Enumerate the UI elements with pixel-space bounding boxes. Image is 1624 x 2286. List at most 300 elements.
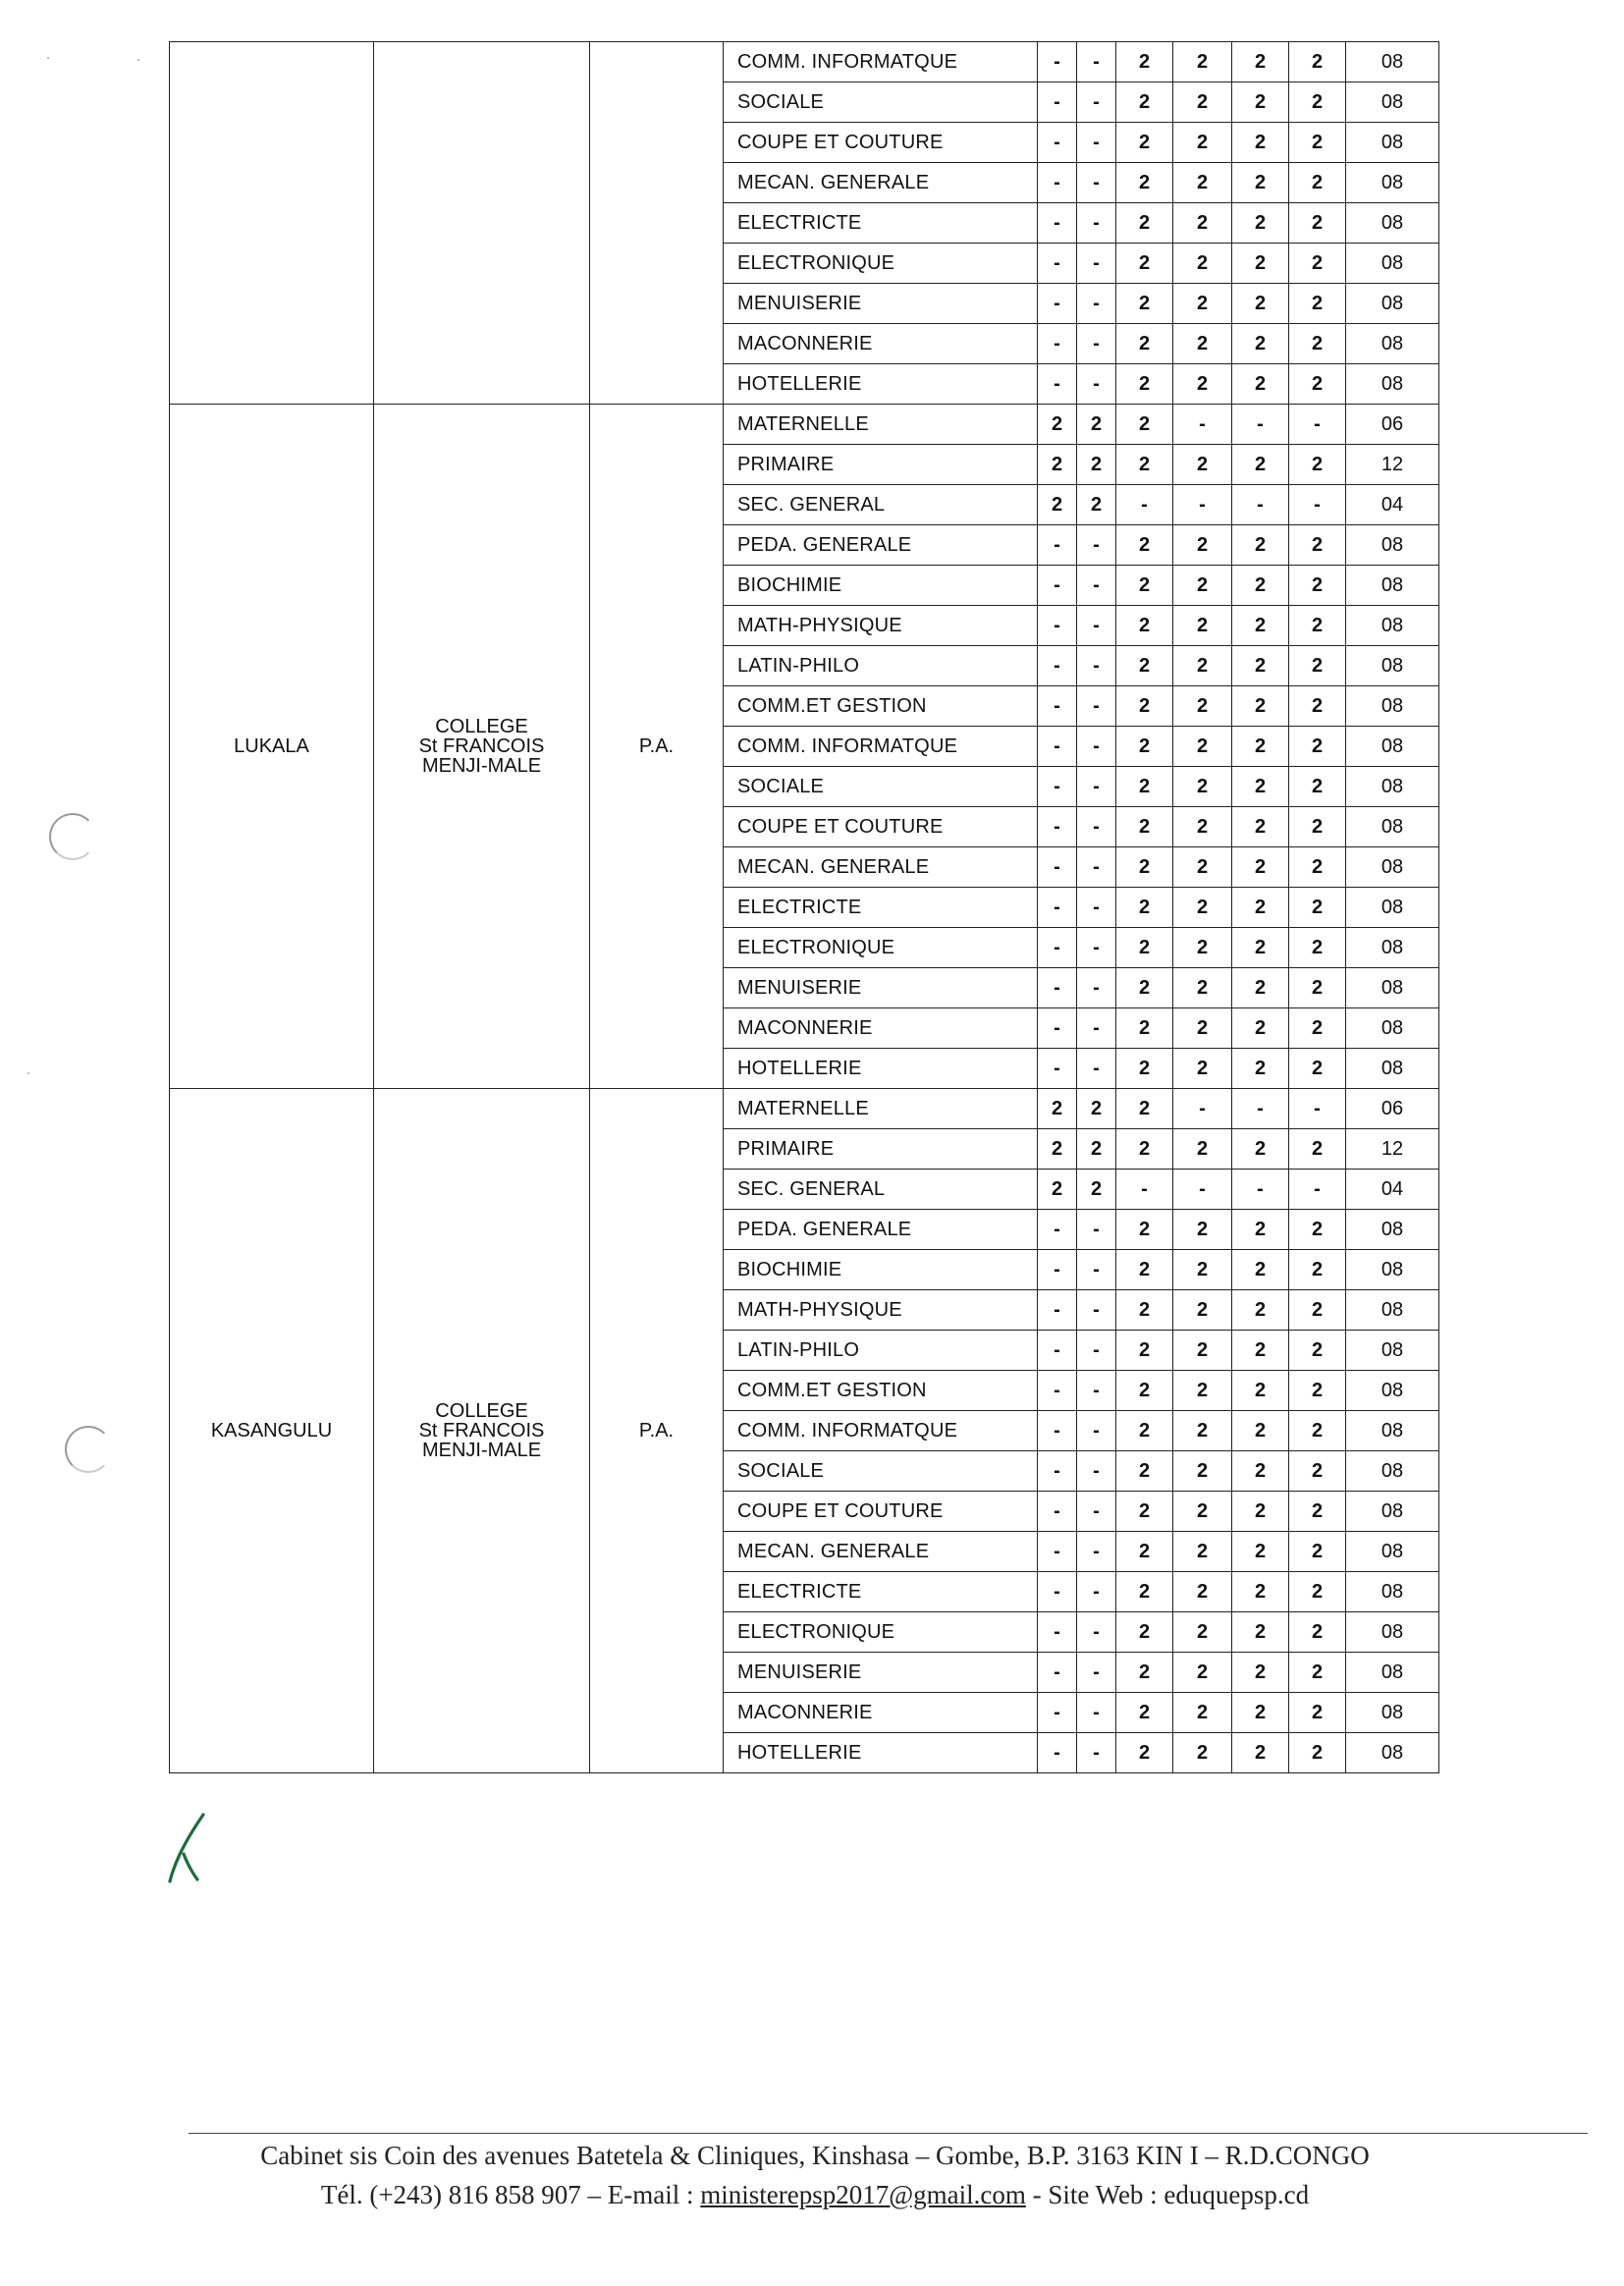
grade-count-cell: 2 xyxy=(1289,1371,1346,1411)
grade-count-cell: 2 xyxy=(1077,1170,1116,1210)
grade-count-cell: 2 xyxy=(1289,566,1346,606)
grade-count-cell: - xyxy=(1077,42,1116,82)
grade-count-cell: 2 xyxy=(1232,445,1289,485)
grade-count-cell: 2 xyxy=(1289,1331,1346,1371)
grade-count-cell: - xyxy=(1173,1170,1232,1210)
grade-count-cell: 2 xyxy=(1289,1210,1346,1250)
grade-count-cell: 2 xyxy=(1289,807,1346,847)
grade-count-cell: 2 xyxy=(1173,1331,1232,1371)
subject-cell: PEDA. GENERALE xyxy=(724,525,1038,566)
grade-count-cell: 2 xyxy=(1232,525,1289,566)
grade-count-cell: 2 xyxy=(1173,1371,1232,1411)
grade-count-cell: - xyxy=(1077,1371,1116,1411)
grade-count-cell: - xyxy=(1077,606,1116,646)
grade-count-cell: - xyxy=(1038,163,1077,203)
grade-count-cell: 2 xyxy=(1038,485,1077,525)
grade-count-cell: 2 xyxy=(1232,566,1289,606)
grade-count-cell: - xyxy=(1038,1733,1077,1773)
subject-cell: MATH-PHYSIQUE xyxy=(724,1290,1038,1331)
grade-count-cell: 2 xyxy=(1289,1733,1346,1773)
total-cell: 08 xyxy=(1346,1411,1439,1451)
grade-count-cell: 2 xyxy=(1289,606,1346,646)
grade-count-cell: - xyxy=(1038,606,1077,646)
grade-count-cell: 2 xyxy=(1232,646,1289,686)
grade-count-cell: 2 xyxy=(1116,284,1173,324)
grade-count-cell: - xyxy=(1038,1049,1077,1089)
table-body xyxy=(170,42,1439,1773)
grade-count-cell: 2 xyxy=(1116,1653,1173,1693)
grade-count-cell: 2 xyxy=(1116,928,1173,968)
subject-cell: MECAN. GENERALE xyxy=(724,847,1038,888)
grade-count-cell: 2 xyxy=(1289,1612,1346,1653)
subject-cell: MACONNERIE xyxy=(724,324,1038,364)
grade-count-cell: - xyxy=(1077,324,1116,364)
grade-count-cell: 2 xyxy=(1116,1210,1173,1250)
grade-count-cell: - xyxy=(1077,525,1116,566)
grade-count-cell: - xyxy=(1077,686,1116,727)
grade-count-cell: 2 xyxy=(1232,1572,1289,1612)
total-cell: 08 xyxy=(1346,1371,1439,1411)
grade-count-cell: 2 xyxy=(1232,1733,1289,1773)
subject-cell: PRIMAIRE xyxy=(724,445,1038,485)
subject-cell: MACONNERIE xyxy=(724,1693,1038,1733)
grade-count-cell: - xyxy=(1038,847,1077,888)
grade-count-cell: 2 xyxy=(1173,1612,1232,1653)
total-cell: 08 xyxy=(1346,203,1439,244)
total-cell: 08 xyxy=(1346,566,1439,606)
grade-count-cell: 2 xyxy=(1173,1532,1232,1572)
subject-cell: COMM.ET GESTION xyxy=(724,1371,1038,1411)
subject-cell: SEC. GENERAL xyxy=(724,485,1038,525)
grade-count-cell: 2 xyxy=(1289,1049,1346,1089)
grade-count-cell: 2 xyxy=(1232,203,1289,244)
grade-count-cell: - xyxy=(1038,1411,1077,1451)
grade-count-cell: - xyxy=(1077,1612,1116,1653)
grade-count-cell: - xyxy=(1077,847,1116,888)
total-cell: 08 xyxy=(1346,1331,1439,1371)
subject-cell: MENUISERIE xyxy=(724,968,1038,1008)
school-name-line: MENJI-MALE xyxy=(421,1440,542,1461)
subject-cell: COMM. INFORMATQUE xyxy=(724,727,1038,767)
grade-count-cell: 2 xyxy=(1232,928,1289,968)
grade-count-cell: 2 xyxy=(1173,163,1232,203)
grade-count-cell: - xyxy=(1077,364,1116,405)
subject-cell: PRIMAIRE xyxy=(724,1129,1038,1170)
grade-count-cell: 2 xyxy=(1289,727,1346,767)
grade-count-cell: 2 xyxy=(1116,1089,1173,1129)
grade-count-cell: - xyxy=(1116,485,1173,525)
school-name-line: COLLEGE xyxy=(435,716,528,737)
grade-count-cell: 2 xyxy=(1173,968,1232,1008)
grade-count-cell: - xyxy=(1038,364,1077,405)
grade-count-cell: - xyxy=(1038,1331,1077,1371)
grade-count-cell: - xyxy=(1038,646,1077,686)
grade-count-cell: 2 xyxy=(1232,888,1289,928)
regime-cell: P.A. xyxy=(590,405,724,1089)
grade-count-cell: 2 xyxy=(1173,364,1232,405)
grade-count-cell: 2 xyxy=(1232,686,1289,727)
location-cell: KASANGULU xyxy=(170,1089,374,1773)
school-name-line: MENJI-MALE xyxy=(421,755,542,777)
grade-count-cell: 2 xyxy=(1116,727,1173,767)
punch-hole xyxy=(65,1426,112,1473)
grade-count-cell: - xyxy=(1232,405,1289,445)
grade-count-cell: 2 xyxy=(1077,405,1116,445)
total-cell: 08 xyxy=(1346,767,1439,807)
grade-count-cell: 2 xyxy=(1289,445,1346,485)
total-cell: 08 xyxy=(1346,807,1439,847)
grade-count-cell: 2 xyxy=(1289,888,1346,928)
grade-count-cell: 2 xyxy=(1038,1170,1077,1210)
grade-count-cell: 2 xyxy=(1232,1653,1289,1693)
grade-count-cell: 2 xyxy=(1289,82,1346,123)
total-cell: 08 xyxy=(1346,525,1439,566)
grade-count-cell: - xyxy=(1038,807,1077,847)
grade-count-cell: - xyxy=(1038,1451,1077,1492)
grade-count-cell: 2 xyxy=(1232,163,1289,203)
grade-count-cell: 2 xyxy=(1077,445,1116,485)
grade-count-cell: 2 xyxy=(1116,606,1173,646)
grade-count-cell: - xyxy=(1289,405,1346,445)
grade-count-cell: - xyxy=(1077,1532,1116,1572)
grade-count-cell: - xyxy=(1232,485,1289,525)
subject-cell: PEDA. GENERALE xyxy=(724,1210,1038,1250)
grade-count-cell: 2 xyxy=(1289,324,1346,364)
school-name-line: St FRANCOIS xyxy=(418,1420,545,1442)
grade-count-cell: - xyxy=(1077,888,1116,928)
subject-cell: MECAN. GENERALE xyxy=(724,163,1038,203)
subject-cell: MENUISERIE xyxy=(724,284,1038,324)
grade-count-cell: 2 xyxy=(1232,767,1289,807)
grade-count-cell: 2 xyxy=(1232,1411,1289,1451)
total-cell: 08 xyxy=(1346,1049,1439,1089)
grade-count-cell: 2 xyxy=(1289,284,1346,324)
scan-speck xyxy=(137,59,139,61)
grade-count-cell: - xyxy=(1173,1089,1232,1129)
subject-cell: LATIN-PHILO xyxy=(724,646,1038,686)
grade-count-cell: 2 xyxy=(1116,1693,1173,1733)
grade-count-cell: 2 xyxy=(1116,968,1173,1008)
grade-count-cell: - xyxy=(1038,968,1077,1008)
grade-count-cell: 2 xyxy=(1289,646,1346,686)
grade-count-cell: 2 xyxy=(1173,1733,1232,1773)
scan-speck xyxy=(27,1072,29,1074)
grade-count-cell: 2 xyxy=(1232,324,1289,364)
subject-cell: ELECTRONIQUE xyxy=(724,1612,1038,1653)
school-cell xyxy=(374,42,590,405)
grade-count-cell: 2 xyxy=(1173,566,1232,606)
subject-cell: HOTELLERIE xyxy=(724,364,1038,405)
total-cell: 08 xyxy=(1346,1612,1439,1653)
total-cell: 08 xyxy=(1346,646,1439,686)
grade-count-cell: 2 xyxy=(1116,405,1173,445)
grade-count-cell: - xyxy=(1077,123,1116,163)
grade-count-cell: 2 xyxy=(1232,606,1289,646)
grade-count-cell: - xyxy=(1038,525,1077,566)
subject-cell: MACONNERIE xyxy=(724,1008,1038,1049)
grade-count-cell: - xyxy=(1038,1008,1077,1049)
total-cell: 08 xyxy=(1346,1250,1439,1290)
grade-count-cell: 2 xyxy=(1038,405,1077,445)
grade-count-cell: 2 xyxy=(1038,1129,1077,1170)
grade-count-cell: 2 xyxy=(1173,727,1232,767)
grade-count-cell: 2 xyxy=(1232,1290,1289,1331)
grade-count-cell: 2 xyxy=(1173,606,1232,646)
grade-count-cell: 2 xyxy=(1116,1612,1173,1653)
subject-cell: COUPE ET COUTURE xyxy=(724,1492,1038,1532)
grade-count-cell: - xyxy=(1077,1049,1116,1089)
grade-count-cell: 2 xyxy=(1116,807,1173,847)
grade-count-cell: 2 xyxy=(1173,1049,1232,1089)
table-row xyxy=(170,42,1439,82)
grade-count-cell: - xyxy=(1038,123,1077,163)
grade-count-cell: 2 xyxy=(1077,1129,1116,1170)
grade-count-cell: - xyxy=(1038,42,1077,82)
staffing-table xyxy=(169,41,1439,1773)
grade-count-cell: 2 xyxy=(1289,123,1346,163)
total-cell: 08 xyxy=(1346,1290,1439,1331)
scan-speck xyxy=(47,57,49,59)
grade-count-cell: 2 xyxy=(1173,445,1232,485)
grade-count-cell: 2 xyxy=(1232,1371,1289,1411)
grade-count-cell: - xyxy=(1077,1290,1116,1331)
grade-count-cell: - xyxy=(1038,1612,1077,1653)
grade-count-cell: 2 xyxy=(1232,807,1289,847)
grade-count-cell: - xyxy=(1038,727,1077,767)
grade-count-cell: - xyxy=(1077,767,1116,807)
subject-cell: COUPE ET COUTURE xyxy=(724,123,1038,163)
total-cell: 08 xyxy=(1346,727,1439,767)
grade-count-cell: 2 xyxy=(1116,163,1173,203)
grade-count-cell: - xyxy=(1038,1492,1077,1532)
grade-count-cell: - xyxy=(1077,646,1116,686)
grade-count-cell: 2 xyxy=(1116,888,1173,928)
total-cell: 08 xyxy=(1346,686,1439,727)
grade-count-cell: 2 xyxy=(1232,1250,1289,1290)
grade-count-cell: 2 xyxy=(1289,847,1346,888)
grade-count-cell: 2 xyxy=(1116,1492,1173,1532)
grade-count-cell: 2 xyxy=(1232,1210,1289,1250)
grade-count-cell: 2 xyxy=(1116,364,1173,405)
grade-count-cell: 2 xyxy=(1289,1532,1346,1572)
total-cell: 04 xyxy=(1346,1170,1439,1210)
grade-count-cell: 2 xyxy=(1116,566,1173,606)
grade-count-cell: 2 xyxy=(1289,1008,1346,1049)
grade-count-cell: 2 xyxy=(1232,1008,1289,1049)
grade-count-cell: 2 xyxy=(1289,1411,1346,1451)
grade-count-cell: 2 xyxy=(1173,1451,1232,1492)
grade-count-cell: 2 xyxy=(1173,686,1232,727)
total-cell: 08 xyxy=(1346,42,1439,82)
grade-count-cell: - xyxy=(1289,485,1346,525)
grade-count-cell: - xyxy=(1038,566,1077,606)
grade-count-cell: 2 xyxy=(1289,1250,1346,1290)
grade-count-cell: 2 xyxy=(1173,1008,1232,1049)
regime-cell: P.A. xyxy=(590,1089,724,1773)
grade-count-cell: - xyxy=(1077,82,1116,123)
grade-count-cell: 2 xyxy=(1173,1572,1232,1612)
grade-count-cell: 2 xyxy=(1173,1411,1232,1451)
total-cell: 08 xyxy=(1346,1451,1439,1492)
total-cell: 08 xyxy=(1346,1008,1439,1049)
grade-count-cell: 2 xyxy=(1232,42,1289,82)
subject-cell: ELECTRONIQUE xyxy=(724,244,1038,284)
grade-count-cell: 2 xyxy=(1173,1129,1232,1170)
grade-count-cell: - xyxy=(1077,1572,1116,1612)
grade-count-cell: - xyxy=(1038,888,1077,928)
grade-count-cell: - xyxy=(1077,968,1116,1008)
grade-count-cell: - xyxy=(1077,1411,1116,1451)
grade-count-cell: 2 xyxy=(1116,1008,1173,1049)
total-cell: 08 xyxy=(1346,1492,1439,1532)
table-row xyxy=(170,1089,1439,1129)
grade-count-cell: - xyxy=(1077,1451,1116,1492)
location-cell xyxy=(170,42,374,405)
grade-count-cell: 2 xyxy=(1173,1492,1232,1532)
grade-count-cell: 2 xyxy=(1232,364,1289,405)
grade-count-cell: 2 xyxy=(1116,525,1173,566)
grade-count-cell: 2 xyxy=(1116,1532,1173,1572)
grade-count-cell: 2 xyxy=(1232,1693,1289,1733)
total-cell: 08 xyxy=(1346,1693,1439,1733)
grade-count-cell: 2 xyxy=(1038,1089,1077,1129)
subject-cell: MATERNELLE xyxy=(724,405,1038,445)
grade-count-cell: - xyxy=(1077,1693,1116,1733)
school-name-line: COLLEGE xyxy=(435,1400,528,1422)
grade-count-cell: 2 xyxy=(1116,1733,1173,1773)
grade-count-cell: 2 xyxy=(1289,364,1346,405)
footer-address: Cabinet sis Coin des avenues Batetela & Cliniques, Kinshasa – Gombe, B.P. 3163 KIN I – R.D.CONGO xyxy=(260,2141,1370,2170)
grade-count-cell: 2 xyxy=(1077,485,1116,525)
grade-count-cell: 2 xyxy=(1289,1492,1346,1532)
total-cell: 08 xyxy=(1346,163,1439,203)
subject-cell: COMM. INFORMATQUE xyxy=(724,1411,1038,1451)
location-cell: LUKALA xyxy=(170,405,374,1089)
grade-count-cell: 2 xyxy=(1289,1129,1346,1170)
grade-count-cell: 2 xyxy=(1116,1371,1173,1411)
grade-count-cell: 2 xyxy=(1289,1290,1346,1331)
grade-count-cell: 2 xyxy=(1116,244,1173,284)
grade-count-cell: - xyxy=(1038,284,1077,324)
footer-website: - Site Web : eduquepsp.cd xyxy=(1025,2180,1310,2209)
grade-count-cell: - xyxy=(1038,1693,1077,1733)
grade-count-cell: 2 xyxy=(1173,82,1232,123)
grade-count-cell: 2 xyxy=(1232,1492,1289,1532)
grade-count-cell: 2 xyxy=(1116,203,1173,244)
total-cell: 08 xyxy=(1346,1653,1439,1693)
grade-count-cell: 2 xyxy=(1173,123,1232,163)
grade-count-cell: 2 xyxy=(1116,1572,1173,1612)
grade-count-cell: 2 xyxy=(1232,244,1289,284)
grade-count-cell: - xyxy=(1077,1250,1116,1290)
grade-count-cell: 2 xyxy=(1232,284,1289,324)
subject-cell: ELECTRICTE xyxy=(724,888,1038,928)
school-cell xyxy=(374,1089,590,1773)
grade-count-cell: 2 xyxy=(1116,1290,1173,1331)
total-cell: 08 xyxy=(1346,82,1439,123)
grade-count-cell: 2 xyxy=(1173,1653,1232,1693)
total-cell: 08 xyxy=(1346,1210,1439,1250)
total-cell: 08 xyxy=(1346,968,1439,1008)
grade-count-cell: 2 xyxy=(1173,324,1232,364)
grade-count-cell: 2 xyxy=(1232,1129,1289,1170)
grade-count-cell: - xyxy=(1077,163,1116,203)
grade-count-cell: 2 xyxy=(1116,646,1173,686)
grade-count-cell: - xyxy=(1077,1331,1116,1371)
grade-count-cell: 2 xyxy=(1289,1451,1346,1492)
grade-count-cell: - xyxy=(1077,807,1116,847)
grade-count-cell: 2 xyxy=(1173,203,1232,244)
grade-count-cell: 2 xyxy=(1173,42,1232,82)
grade-count-cell: 2 xyxy=(1289,686,1346,727)
grade-count-cell: 2 xyxy=(1289,1572,1346,1612)
grade-count-cell: - xyxy=(1077,244,1116,284)
grade-count-cell: - xyxy=(1038,1572,1077,1612)
footer-email-link[interactable]: ministerepsp2017@gmail.com xyxy=(700,2180,1026,2209)
total-cell: 08 xyxy=(1346,888,1439,928)
subject-cell: BIOCHIMIE xyxy=(724,1250,1038,1290)
grade-count-cell: 2 xyxy=(1116,1451,1173,1492)
grade-count-cell: 2 xyxy=(1173,928,1232,968)
grade-count-cell: 2 xyxy=(1116,123,1173,163)
grade-count-cell: 2 xyxy=(1116,1331,1173,1371)
grade-count-cell: - xyxy=(1038,1653,1077,1693)
grade-count-cell: 2 xyxy=(1289,525,1346,566)
grade-count-cell: 2 xyxy=(1116,1411,1173,1451)
grade-count-cell: - xyxy=(1289,1089,1346,1129)
grade-count-cell: 2 xyxy=(1232,727,1289,767)
grade-count-cell: - xyxy=(1038,767,1077,807)
grade-count-cell: - xyxy=(1038,1210,1077,1250)
grade-count-cell: - xyxy=(1077,566,1116,606)
grade-count-cell: 2 xyxy=(1289,928,1346,968)
total-cell: 08 xyxy=(1346,284,1439,324)
grade-count-cell: - xyxy=(1077,1210,1116,1250)
grade-count-cell: 2 xyxy=(1116,324,1173,364)
subject-cell: SOCIALE xyxy=(724,82,1038,123)
grade-count-cell: 2 xyxy=(1232,968,1289,1008)
grade-count-cell: - xyxy=(1038,1371,1077,1411)
subject-cell: MATERNELLE xyxy=(724,1089,1038,1129)
subject-cell: COMM. INFORMATQUE xyxy=(724,42,1038,82)
grade-count-cell: - xyxy=(1077,1733,1116,1773)
total-cell: 08 xyxy=(1346,928,1439,968)
grade-count-cell: - xyxy=(1289,1170,1346,1210)
total-cell: 06 xyxy=(1346,405,1439,445)
grade-count-cell: - xyxy=(1173,405,1232,445)
grade-count-cell: 2 xyxy=(1116,42,1173,82)
total-cell: 08 xyxy=(1346,123,1439,163)
table-row xyxy=(170,405,1439,445)
regime-cell xyxy=(590,42,724,405)
total-cell: 08 xyxy=(1346,324,1439,364)
grade-count-cell: 2 xyxy=(1289,767,1346,807)
grade-count-cell: - xyxy=(1038,203,1077,244)
total-cell: 12 xyxy=(1346,445,1439,485)
grade-count-cell: 2 xyxy=(1173,847,1232,888)
grade-count-cell: - xyxy=(1077,203,1116,244)
total-cell: 04 xyxy=(1346,485,1439,525)
grade-count-cell: 2 xyxy=(1173,646,1232,686)
punch-hole xyxy=(49,813,96,860)
grade-count-cell: 2 xyxy=(1173,1693,1232,1733)
grade-count-cell: 2 xyxy=(1116,686,1173,727)
grade-count-cell: 2 xyxy=(1232,1532,1289,1572)
grade-count-cell: 2 xyxy=(1232,1331,1289,1371)
subject-cell: MECAN. GENERALE xyxy=(724,1532,1038,1572)
subject-cell: ELECTRONIQUE xyxy=(724,928,1038,968)
total-cell: 08 xyxy=(1346,1733,1439,1773)
